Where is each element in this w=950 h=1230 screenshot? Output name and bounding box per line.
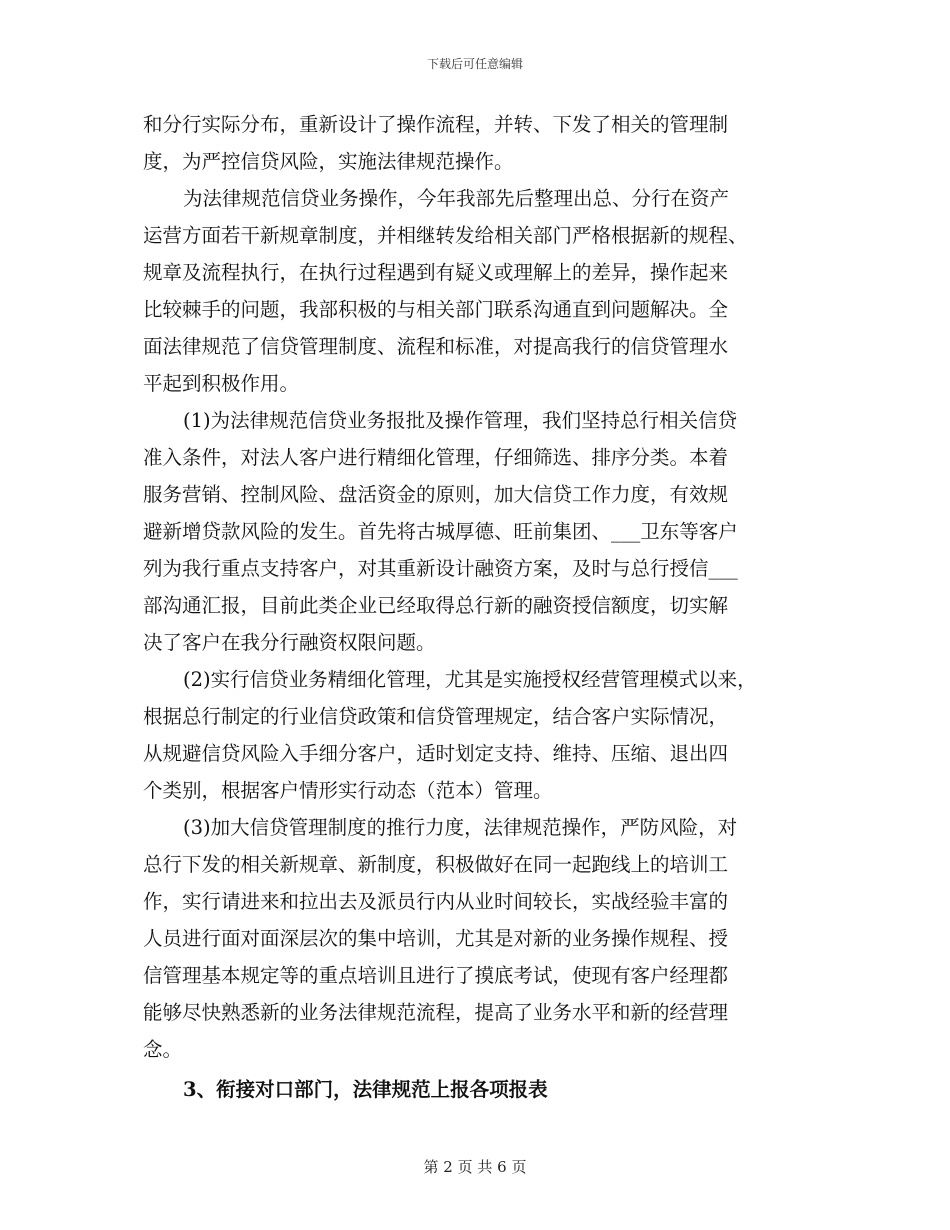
text-line: 个类别，根据客户情形实行动态（范本）管理。 — [143, 779, 553, 802]
text-line: 列为我行重点支持客户，对其重新设计融资方案，及时与总行授信___ — [143, 557, 738, 580]
text-line: 信管理基本规定等的重点培训且进行了摸底考试，使现有客户经理都 — [143, 964, 729, 987]
section-heading: 3、衔接对口部门，法律规范上报各项报表 — [183, 1078, 548, 1101]
page-header: 下载后可任意编辑 — [426, 57, 523, 71]
text-line: 从规避信贷风险入手细分客户，适时划定支持、维持、压缩、退出四 — [143, 742, 729, 765]
text-line: 人员进行面对面深层次的集中培训，尤其是对新的业务操作规程、授 — [143, 927, 729, 950]
page-number: 第 2 页 共 6 页 — [423, 1158, 527, 1176]
text-line: 念。 — [143, 1038, 183, 1061]
text-line: 运营方面若干新规章制度，并相继转发给相关部门严格根据新的规程、 — [143, 224, 748, 247]
text-line: 部沟通汇报，目前此类企业已经取得总行新的融资授信额度，切实解 — [143, 594, 729, 617]
text-line: 平起到积极作用。 — [143, 372, 300, 395]
text-line: 度，为严控信贷风险，实施法律规范操作。 — [143, 150, 514, 173]
text-line: 规章及流程执行，在执行过程遇到有疑义或理解上的差异，操作起来 — [143, 261, 729, 284]
paragraph-start-line: (3)加大信贷管理制度的推行力度，法律规范操作，严防风险，对 — [183, 816, 738, 839]
text-line: 和分行实际分布，重新设计了操作流程，并转、下发了相关的管理制 — [143, 113, 729, 136]
text-line: 决了客户在我分行融资权限问题。 — [143, 631, 436, 654]
paragraph-start-line: (2)实行信贷业务精细化管理，尤其是实施授权经营管理模式以来， — [183, 668, 757, 691]
text-line: 准入条件，对法人客户进行精细化管理，仔细筛选、排序分类。本着 — [143, 446, 729, 469]
text-line: 总行下发的相关新规章、新制度，积极做好在同一起跑线上的培训工 — [143, 853, 729, 876]
text-line: 面法律规范了信贷管理制度、流程和标准，对提高我行的信贷管理水 — [143, 335, 729, 358]
text-line: 根据总行制定的行业信贷政策和信贷管理规定，结合客户实际情况， — [143, 705, 729, 728]
text-line: 能够尽快熟悉新的业务法律规范流程，提高了业务水平和新的经营理 — [143, 1001, 729, 1024]
text-line: 比较棘手的问题，我部积极的与相关部门联系沟通直到问题解决。全 — [143, 298, 729, 321]
text-line: 服务营销、控制风险、盘活资金的原则，加大信贷工作力度，有效规 — [143, 483, 729, 506]
paragraph-start-line: 为法律规范信贷业务操作，今年我部先后整理出总、分行在资产 — [183, 187, 730, 210]
text-line: 作，实行请进来和拉出去及派员行内从业时间较长，实战经验丰富的 — [143, 890, 729, 913]
paragraph-start-line: (1)为法律规范信贷业务报批及操作管理，我们坚持总行相关信贷 — [183, 409, 738, 432]
text-line: 避新增贷款风险的发生。首先将古城厚德、旺前集团、___卫东等客户 — [143, 520, 738, 543]
